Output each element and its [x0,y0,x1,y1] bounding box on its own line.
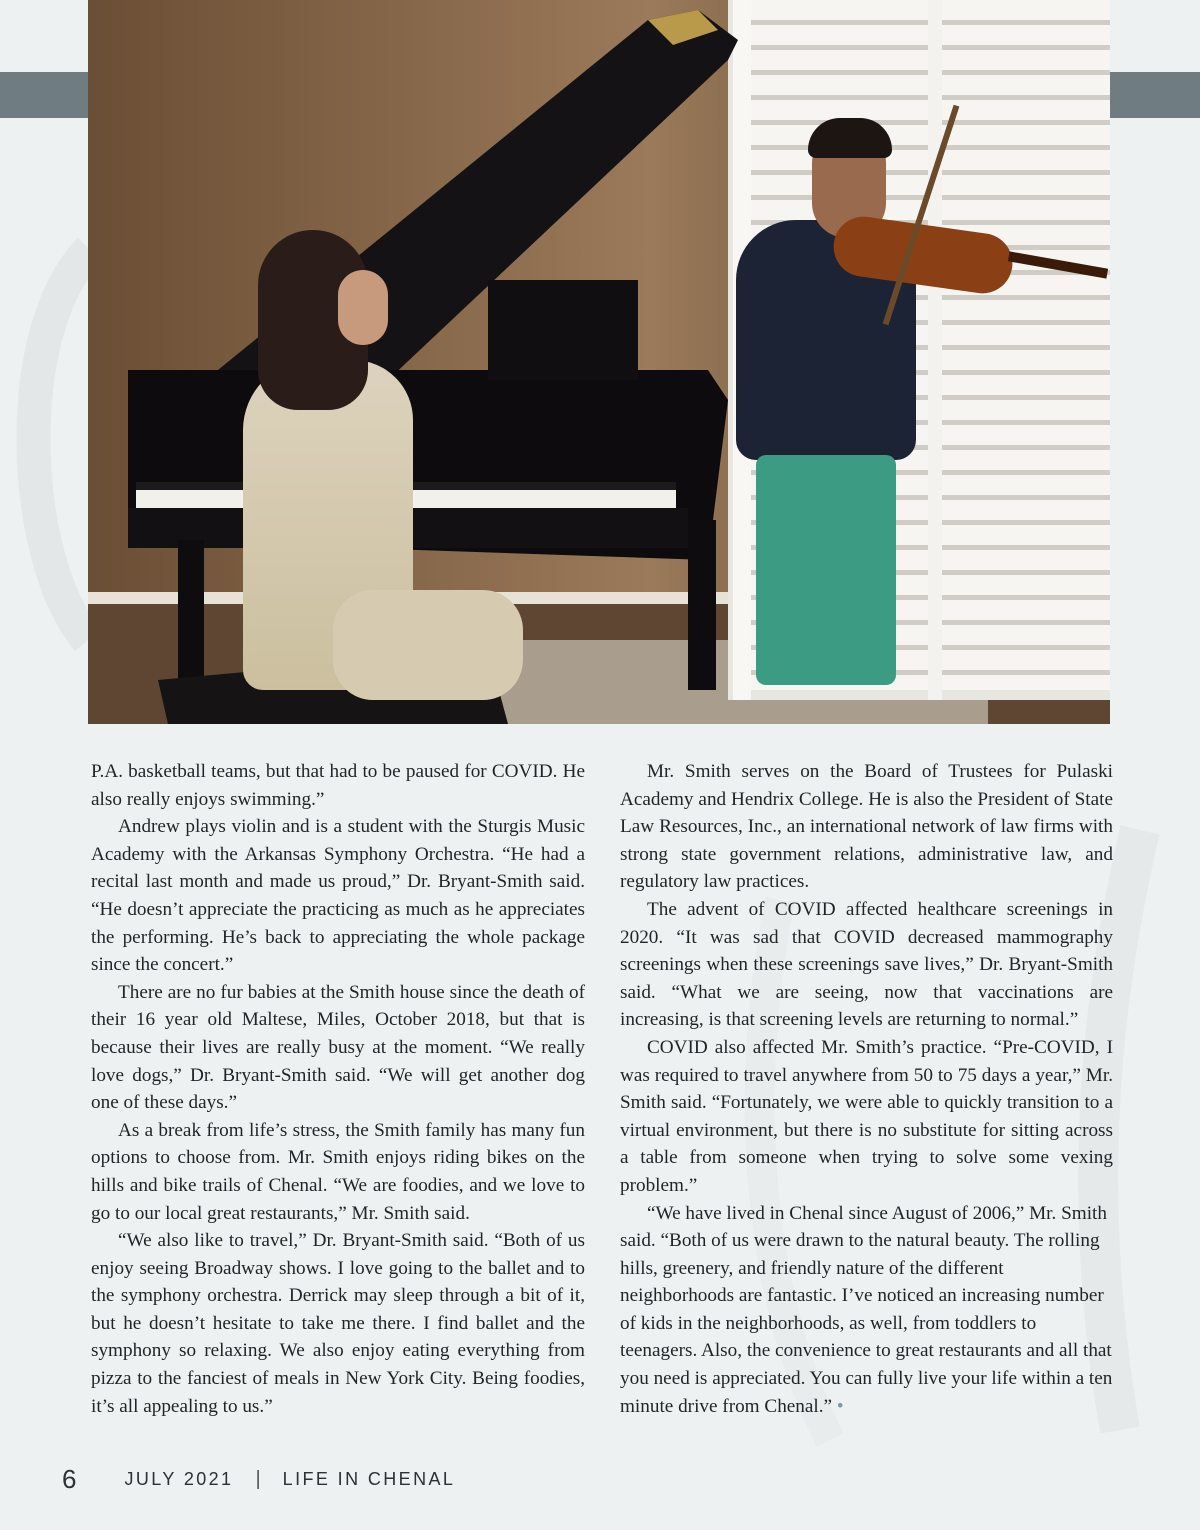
paragraph: Mr. Smith serves on the Board of Trustees for Pulaski Academy and Hendrix College. He is also the President of State Law Resources, Inc., an international network of law firms with strong state government relations, administrative law, and regulatory law practices. [620,761,1113,893]
end-mark-bullet: • [832,1395,844,1417]
page-number: 6 [62,1464,77,1494]
page-footer [62,1464,455,1495]
header-band-right [1110,72,1200,118]
paragraph: COVID also affected Mr. Smith’s practice. “Pre-COVID, I was required to travel anywhere from 50 to 75 days a year,” Mr. Smith said. “Fortunately, we were able to quickly transition to a virtual environment, but there is no substitute for sitting across a table from someone when trying to solve some vexing problem.” [620,1036,1113,1196]
paragraph: “We also like to travel,” Dr. Bryant-Smith said. “Both of us enjoy seeing Broadway shows. I love going to the ballet and to the symphony orchestra. Derrick may sleep through a bit of it, but he doesn’t hesitate to take me there. I find ballet and the symphony so relaxing. We also enjoy eating everything from pizza to the fanciest of meals in New York City. Being foodies, it’s all appealing to us.” [91,1230,585,1417]
paragraph: There are no fur babies at the Smith house since the death of their 16 year old Maltese, Miles, October 2018, but that is because their lives are really busy at the moment. “We really love dogs,” Dr. Bryant-Smith said. “We will get another dog one of these days.” [91,981,585,1114]
issue-date: JULY 2021 [124,1469,234,1489]
footer-separator: | [255,1468,261,1490]
paragraph: As a break from life’s stress, the Smith family has many fun options to choose from. Mr. Smith enjoys riding bikes on the hills and bike trails of Chenal. “We are foodies, and we love to go to our local great restaurants,” Mr. Smith said. [91,1119,585,1224]
header-band-left [0,72,88,118]
paragraph: P.A. basketball teams, but that had to be paused for COVID. He also really enjoys swimming.” [91,761,585,810]
paragraph-text: “We have lived in Chenal since August of 2006,” Mr. Smith said. “Both of us were drawn to the natural beauty. The rolling hills, greenery, and friendly nature of the different neighborhoods are fantastic. I’ve noticed an increasing number of kids in the neighborhoods, as well, from toddlers to teenagers. Also, the convenience to great restaurants and all that you need is appreciated. You can fully live your life within a ten minute drive from Chenal.” [620,1202,1113,1417]
magazine-name: LIFE IN CHENAL [282,1469,456,1489]
article-column-right [620,758,1113,1420]
photo-piano-violin [88,0,1110,724]
article-column-left [91,758,585,1420]
paragraph: The advent of COVID affected healthcare screenings in 2020. “It was sad that COVID decreased mammography screenings when these screenings save lives,” Dr. Bryant-Smith said. “What we are seeing, now that vaccinations are increasing, is that screening levels are returning to normal.” [620,898,1113,1031]
paragraph-last [620,1200,1113,1421]
paragraph: Andrew plays violin and is a student with the Sturgis Music Academy with the Arkansas Symphony Orchestra. “He had a recital last month and made us proud,” Dr. Bryant-Smith said. “He doesn’t appreciate the practicing as much as he appreciates the performing. He’s back to appreciating the whole package since the concert.” [91,816,585,976]
